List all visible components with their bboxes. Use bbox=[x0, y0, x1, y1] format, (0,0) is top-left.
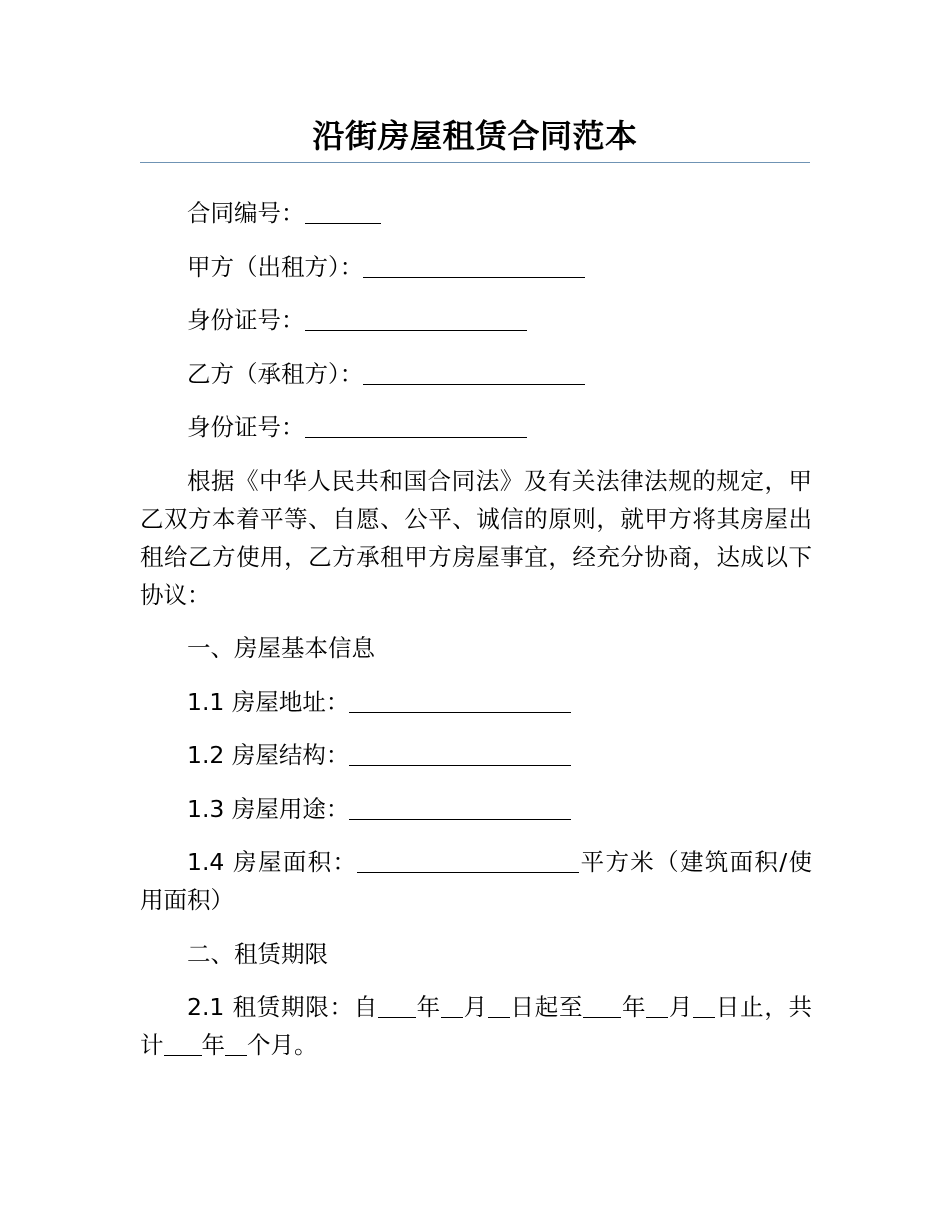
blank-years[interactable] bbox=[164, 1031, 202, 1056]
field-label: 1.4 房屋面积： bbox=[187, 848, 358, 876]
blank-line[interactable] bbox=[349, 741, 571, 766]
field-house-area bbox=[140, 843, 812, 919]
month-text: 月 bbox=[462, 993, 488, 1021]
blank-line[interactable] bbox=[349, 795, 571, 820]
field-party-b bbox=[140, 355, 812, 393]
year-text: 年 bbox=[201, 1031, 225, 1059]
field-house-usage bbox=[140, 790, 812, 828]
field-id-b bbox=[140, 408, 812, 446]
blank-line[interactable] bbox=[305, 306, 527, 331]
document-body bbox=[140, 194, 812, 1080]
from-text: 日起至 bbox=[509, 993, 584, 1021]
field-contract-number bbox=[140, 194, 812, 232]
field-label: 1.1 房屋地址： bbox=[187, 687, 350, 716]
document-title: 沿街房屋租赁合同范本 bbox=[312, 117, 638, 155]
section-heading: 一、房屋基本信息 bbox=[187, 634, 375, 662]
field-label: 乙方（承租方）： bbox=[187, 359, 364, 388]
field-party-a bbox=[140, 248, 812, 286]
field-label: 1.3 房屋用途： bbox=[187, 794, 350, 823]
blank-year[interactable] bbox=[378, 993, 416, 1018]
months-text: 个月。 bbox=[247, 1031, 318, 1059]
total-text: 共计 bbox=[140, 993, 813, 1059]
blank-year[interactable] bbox=[583, 993, 621, 1018]
area-unit-text: 平方米（建筑面积/使用面积） bbox=[140, 848, 813, 914]
blank-line[interactable] bbox=[363, 360, 585, 385]
year-text: 年 bbox=[415, 993, 441, 1021]
field-house-structure bbox=[140, 736, 812, 774]
blank-line[interactable] bbox=[305, 413, 527, 438]
blank-day[interactable] bbox=[693, 993, 715, 1018]
field-label: 甲方（出租方）： bbox=[187, 252, 364, 281]
field-label: 身份证号： bbox=[187, 306, 305, 334]
blank-month[interactable] bbox=[646, 993, 668, 1018]
blank-line[interactable] bbox=[305, 199, 381, 224]
field-label: 2.1 租赁期限：自 bbox=[187, 993, 378, 1021]
section-heading: 二、租赁期限 bbox=[187, 939, 328, 968]
field-label: 合同编号： bbox=[187, 199, 305, 227]
field-label: 1.2 房屋结构： bbox=[187, 741, 350, 769]
blank-line[interactable] bbox=[357, 848, 579, 873]
year-text: 年 bbox=[621, 993, 647, 1021]
field-id-a bbox=[140, 301, 812, 339]
blank-line[interactable] bbox=[349, 688, 571, 713]
title-underline bbox=[140, 162, 810, 163]
field-label: 身份证号： bbox=[187, 413, 305, 441]
blank-months[interactable] bbox=[225, 1031, 247, 1056]
blank-line[interactable] bbox=[363, 253, 585, 278]
blank-month[interactable] bbox=[441, 993, 463, 1018]
blank-day[interactable] bbox=[488, 993, 510, 1018]
field-lease-term bbox=[140, 988, 812, 1064]
month-text: 月 bbox=[668, 993, 694, 1021]
intro-paragraph: 根据《中华人民共和国合同法》及有关法律法规的规定，甲乙双方本着平等、自愿、公平、诚信的原则，就甲方将其房屋出租给乙方使用，乙方承租甲方房屋事宜，经充分协商，达成以下协议： bbox=[140, 466, 812, 609]
to-text: 日止， bbox=[715, 993, 789, 1021]
field-house-address bbox=[140, 683, 812, 721]
